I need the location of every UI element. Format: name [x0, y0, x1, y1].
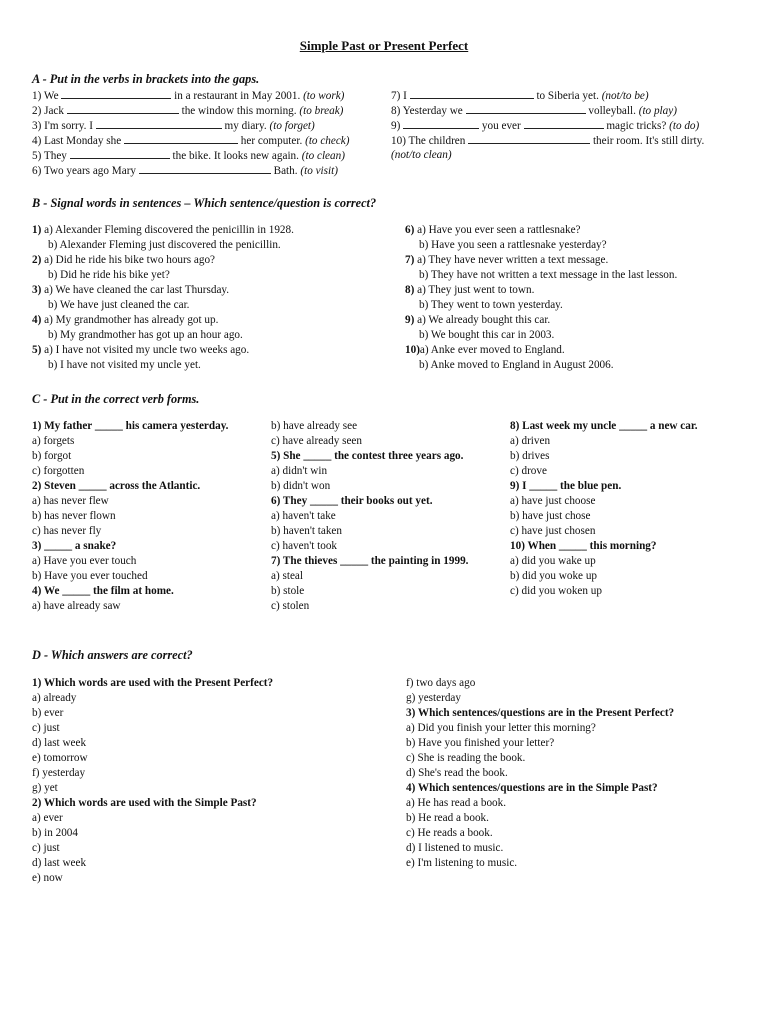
answer-option: a) have already saw: [32, 600, 121, 612]
answer-option: b) didn't won: [271, 480, 331, 492]
answer-option: b) Have you ever touched: [32, 570, 148, 582]
exercise-b-item-b: b) Did he ride his bike yet?: [48, 269, 170, 281]
answer-option: d) She's read the book.: [406, 767, 508, 779]
question-text: 4) Which sentences/questions are in the Simple Past?: [406, 782, 658, 794]
answer-option: b) stole: [271, 585, 305, 597]
answer-option: d) last week: [32, 737, 87, 749]
answer-option: g) yesterday: [406, 692, 461, 704]
exercise-b-item-a: 1) a) Alexander Fleming discovered the penicillin in 1928.: [32, 224, 294, 236]
section-c-heading: C - Put in the correct verb forms.: [32, 392, 200, 406]
answer-option: c) She is reading the book.: [406, 752, 526, 764]
answer-option: a) He has read a book.: [406, 797, 507, 809]
exercise-a-item: 10) The children their room. It's still dirty.: [391, 135, 705, 147]
answer-option: a) have just choose: [510, 495, 596, 507]
section-a-heading: A - Put in the verbs in brackets into the gaps.: [32, 72, 260, 86]
answer-option: c) have already seen: [271, 435, 362, 447]
exercise-a-item: 8) Yesterday we volleyball. (to play): [391, 105, 677, 117]
answer-option: a) already: [32, 692, 77, 704]
answer-option: e) I'm listening to music.: [406, 857, 518, 869]
question-text: 3) Which sentences/questions are in the Present Perfect?: [406, 707, 675, 719]
answer-option: c) just: [32, 842, 60, 854]
question-text: 5) She _____ the contest three years ago.: [271, 450, 464, 462]
answer-option: c) drove: [510, 465, 547, 477]
answer-option: c) just: [32, 722, 60, 734]
answer-option: a) has never flew: [32, 495, 109, 507]
answer-option: a) ever: [32, 812, 63, 824]
answer-option: a) Have you ever touch: [32, 555, 137, 567]
exercise-a-item: 1) We in a restaurant in May 2001. (to work): [32, 90, 345, 102]
answer-option: c) have just chosen: [510, 525, 596, 537]
answer-option: b) have already see: [271, 420, 358, 432]
answer-option: c) haven't took: [271, 540, 338, 552]
exercise-a-item: 7) I to Siberia yet. (not/to be): [391, 90, 649, 102]
question-text: 2) Which words are used with the Simple Past?: [32, 797, 257, 809]
question-text: 1) Which words are used with the Present Perfect?: [32, 677, 274, 689]
answer-option: a) steal: [271, 570, 303, 582]
answer-option: c) did you woken up: [510, 585, 602, 597]
section-d-heading: D - Which answers are correct?: [32, 648, 193, 662]
exercise-b-item-b: b) Anke moved to England in August 2006.: [419, 359, 614, 371]
section-d-left: [32, 676, 392, 886]
page-title: Simple Past or Present Perfect: [299, 38, 469, 53]
answer-option: a) driven: [510, 435, 551, 447]
answer-option: b) haven't taken: [271, 525, 342, 537]
answer-option: b) in 2004: [32, 827, 78, 839]
exercise-b-item-a: 9) a) We already bought this car.: [405, 314, 551, 326]
answer-option: a) did you wake up: [510, 555, 596, 567]
question-text: 2) Steven _____ across the Atlantic.: [32, 480, 201, 492]
answer-option: e) now: [32, 872, 63, 884]
answer-option: b) forgot: [32, 450, 72, 462]
answer-option: a) haven't take: [271, 510, 336, 522]
section-c-col3: [510, 419, 746, 599]
exercise-a-item: 6) Two years ago Mary Bath. (to visit): [32, 165, 338, 177]
section-b-left: [32, 223, 392, 373]
question-text: 10) When _____ this morning?: [510, 540, 657, 552]
exercise-b-item-a: 2) a) Did he ride his bike two hours ago?: [32, 254, 216, 266]
exercise-b-item-a: 4) a) My grandmother has already got up.: [32, 314, 219, 326]
section-c-col2: [271, 419, 507, 614]
question-text: 8) Last week my uncle _____ a new car.: [510, 420, 698, 432]
question-text: 1) My father _____ his camera yesterday.: [32, 420, 229, 432]
question-text: 4) We _____ the film at home.: [32, 585, 174, 597]
exercise-b-item-a: 8) a) They just went to town.: [405, 284, 535, 296]
exercise-a-item: 3) I'm sorry. I my diary. (to forget): [32, 120, 315, 132]
exercise-b-item-b: b) My grandmother has got up an hour ago.: [48, 329, 243, 341]
answer-option: c) He reads a book.: [406, 827, 493, 839]
answer-option: c) stolen: [271, 600, 310, 612]
answer-option: c) has never fly: [32, 525, 102, 537]
answer-option: d) last week: [32, 857, 87, 869]
question-text: 9) I _____ the blue pen.: [510, 480, 622, 492]
exercise-b-item-a: 5) a) I have not visited my uncle two weeks ago.: [32, 344, 250, 356]
answer-option: b) did you woke up: [510, 570, 598, 582]
answer-option: c) forgotten: [32, 465, 85, 477]
answer-option: g) yet: [32, 782, 58, 794]
section-c-col1: [32, 419, 268, 614]
exercise-b-item-b: b) Have you seen a rattlesnake yesterday?: [419, 239, 607, 251]
answer-option: b) He read a book.: [406, 812, 489, 824]
question-text: 3) _____ a snake?: [32, 540, 117, 552]
exercise-b-item-b: b) I have not visited my uncle yet.: [48, 359, 201, 371]
answer-option: a) forgets: [32, 435, 75, 447]
exercise-a-item: 2) Jack the window this morning. (to break): [32, 105, 344, 117]
exercise-b-item-a: 10)a) Anke ever moved to England.: [405, 344, 565, 356]
exercise-a-item: 5) They the bike. It looks new again. (to clean): [32, 150, 345, 162]
answer-option: b) ever: [32, 707, 64, 719]
answer-option: b) Have you finished your letter?: [406, 737, 555, 749]
exercise-b-item-a: 6) a) Have you ever seen a rattlesnake?: [405, 224, 581, 236]
answer-option: b) drives: [510, 450, 550, 462]
section-d-right: [406, 676, 746, 871]
answer-option: d) I listened to music.: [406, 842, 504, 854]
exercise-b-item-b: b) We bought this car in 2003.: [419, 329, 555, 341]
question-text: 7) The thieves _____ the painting in 1999.: [271, 555, 469, 567]
answer-option: f) two days ago: [406, 677, 476, 689]
answer-option: a) didn't win: [271, 465, 328, 477]
exercise-a-item: 4) Last Monday she her computer. (to check): [32, 135, 350, 147]
exercise-a-item: 9) you ever magic tricks? (to do): [391, 120, 700, 132]
section-b-right: [405, 223, 745, 373]
section-b-heading: B - Signal words in sentences – Which sentence/question is correct?: [32, 196, 377, 210]
exercise-b-item-a: 7) a) They have never written a text message.: [405, 254, 609, 266]
answer-option: b) have just chose: [510, 510, 591, 522]
exercise-a-hint: (not/to clean): [391, 149, 452, 161]
exercise-b-item-b: b) They have not written a text message in the last lesson.: [419, 269, 678, 281]
answer-option: e) tomorrow: [32, 752, 88, 764]
answer-option: f) yesterday: [32, 767, 86, 779]
exercise-b-item-b: b) They went to town yesterday.: [419, 299, 563, 311]
exercise-b-item-a: 3) a) We have cleaned the car last Thursday.: [32, 284, 230, 296]
section-a-right: [391, 88, 741, 163]
question-text: 6) They _____ their books out yet.: [271, 495, 433, 507]
answer-option: b) has never flown: [32, 510, 116, 522]
exercise-b-item-b: b) Alexander Fleming just discovered the penicillin.: [48, 239, 281, 251]
exercise-b-item-b: b) We have just cleaned the car.: [48, 299, 190, 311]
section-a-left: [32, 88, 382, 178]
answer-option: a) Did you finish your letter this morning?: [406, 722, 596, 734]
